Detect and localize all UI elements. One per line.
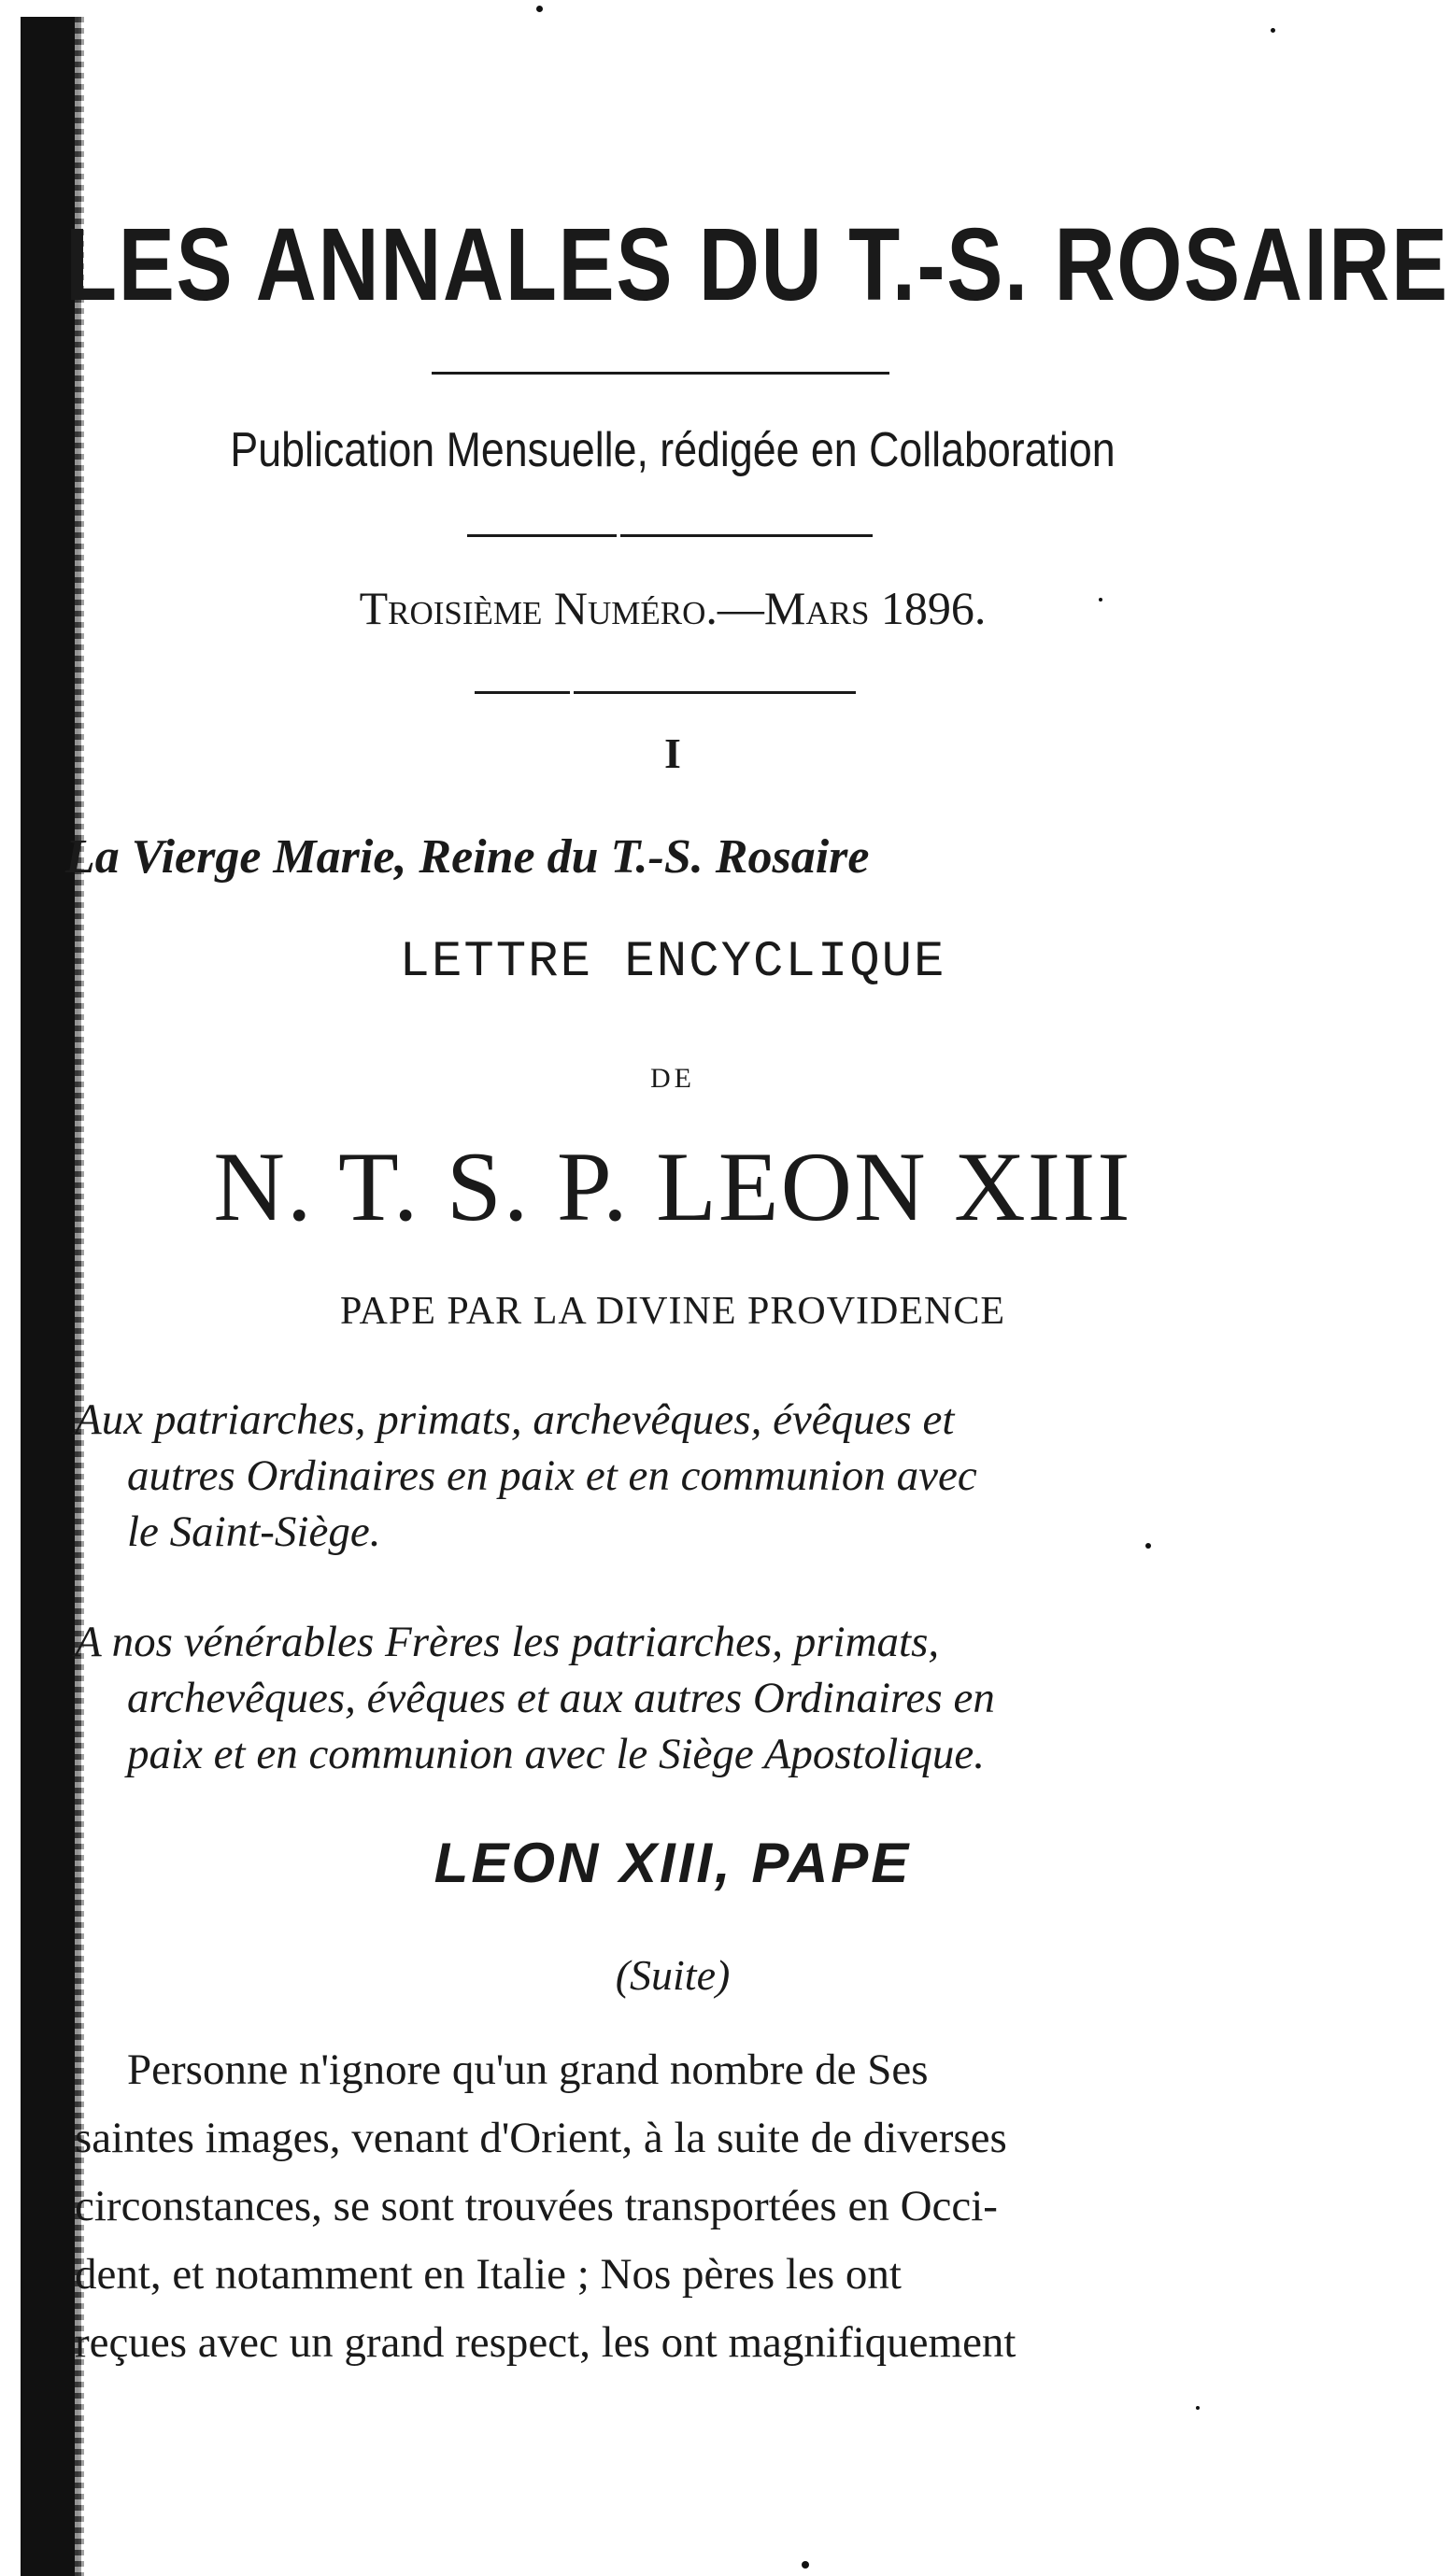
print-speck — [1099, 598, 1102, 602]
body-line: circonstances, se sont trouvées transportées en Occi- — [75, 2182, 998, 2230]
print-speck — [1196, 2406, 1200, 2410]
dedication-line: autres Ordinaires en paix et en communion avec — [127, 1451, 977, 1500]
issue-line: Troisième Numéro.—Mars 1896. — [359, 582, 987, 634]
body-line: dent, et notamment en Italie ; Nos pères les ont — [75, 2250, 902, 2299]
divider-rule — [574, 691, 856, 694]
preposition-de: DE — [650, 1063, 695, 1094]
print-speck — [1271, 28, 1275, 33]
dedication-line: A nos vénérables Frères les patriarches, primats, — [75, 1618, 940, 1666]
publication-subtitle: Publication Mensuelle, rédigée en Collaboration — [230, 423, 1116, 477]
author-title: PAPE PAR LA DIVINE PROVIDENCE — [340, 1290, 1005, 1333]
dedication-paragraph-1 — [75, 1392, 1280, 1560]
divider-rule — [432, 372, 889, 375]
body-line: reçues avec un grand respect, les ont magnifiquement — [75, 2318, 1016, 2367]
article-title: La Vierge Marie, Reine du T.-S. Rosaire — [65, 830, 870, 884]
body-paragraph — [75, 2036, 1280, 2377]
author-name: N. T. S. P. LEON XIII — [213, 1132, 1132, 1241]
dedication-line: archevêques, évêques et aux autres Ordinaires en — [127, 1674, 995, 1722]
divider-rule — [467, 534, 617, 537]
divider-rule — [620, 534, 873, 537]
divider-rule — [475, 691, 570, 694]
dedication-line: le Saint-Siège. — [127, 1507, 381, 1556]
document-type: LETTRE ENCYCLIQUE — [399, 934, 946, 991]
dedication-line: Aux patriarches, primats, archevêques, évêques et — [75, 1395, 955, 1444]
body-line: Personne n'ignore qu'un grand nombre de Ses — [127, 2045, 929, 2094]
print-speck — [536, 6, 543, 12]
body-line: saintes images, venant d'Orient, à la suite de diverses — [75, 2114, 1007, 2162]
print-speck — [802, 2561, 809, 2569]
print-speck — [1145, 1543, 1151, 1549]
section-number: I — [664, 729, 681, 777]
dedication-line: paix et en communion avec le Siège Apostolique. — [127, 1730, 985, 1778]
dedication-paragraph-2 — [75, 1614, 1280, 1782]
continued-text: (Suite) — [615, 1951, 731, 1999]
salutation-heading: LEON XIII, PAPE — [434, 1832, 912, 1894]
continued-label — [0, 1950, 1345, 2000]
masthead-title: LES ANNALES DU T.-S. ROSAIRE — [65, 207, 1449, 322]
